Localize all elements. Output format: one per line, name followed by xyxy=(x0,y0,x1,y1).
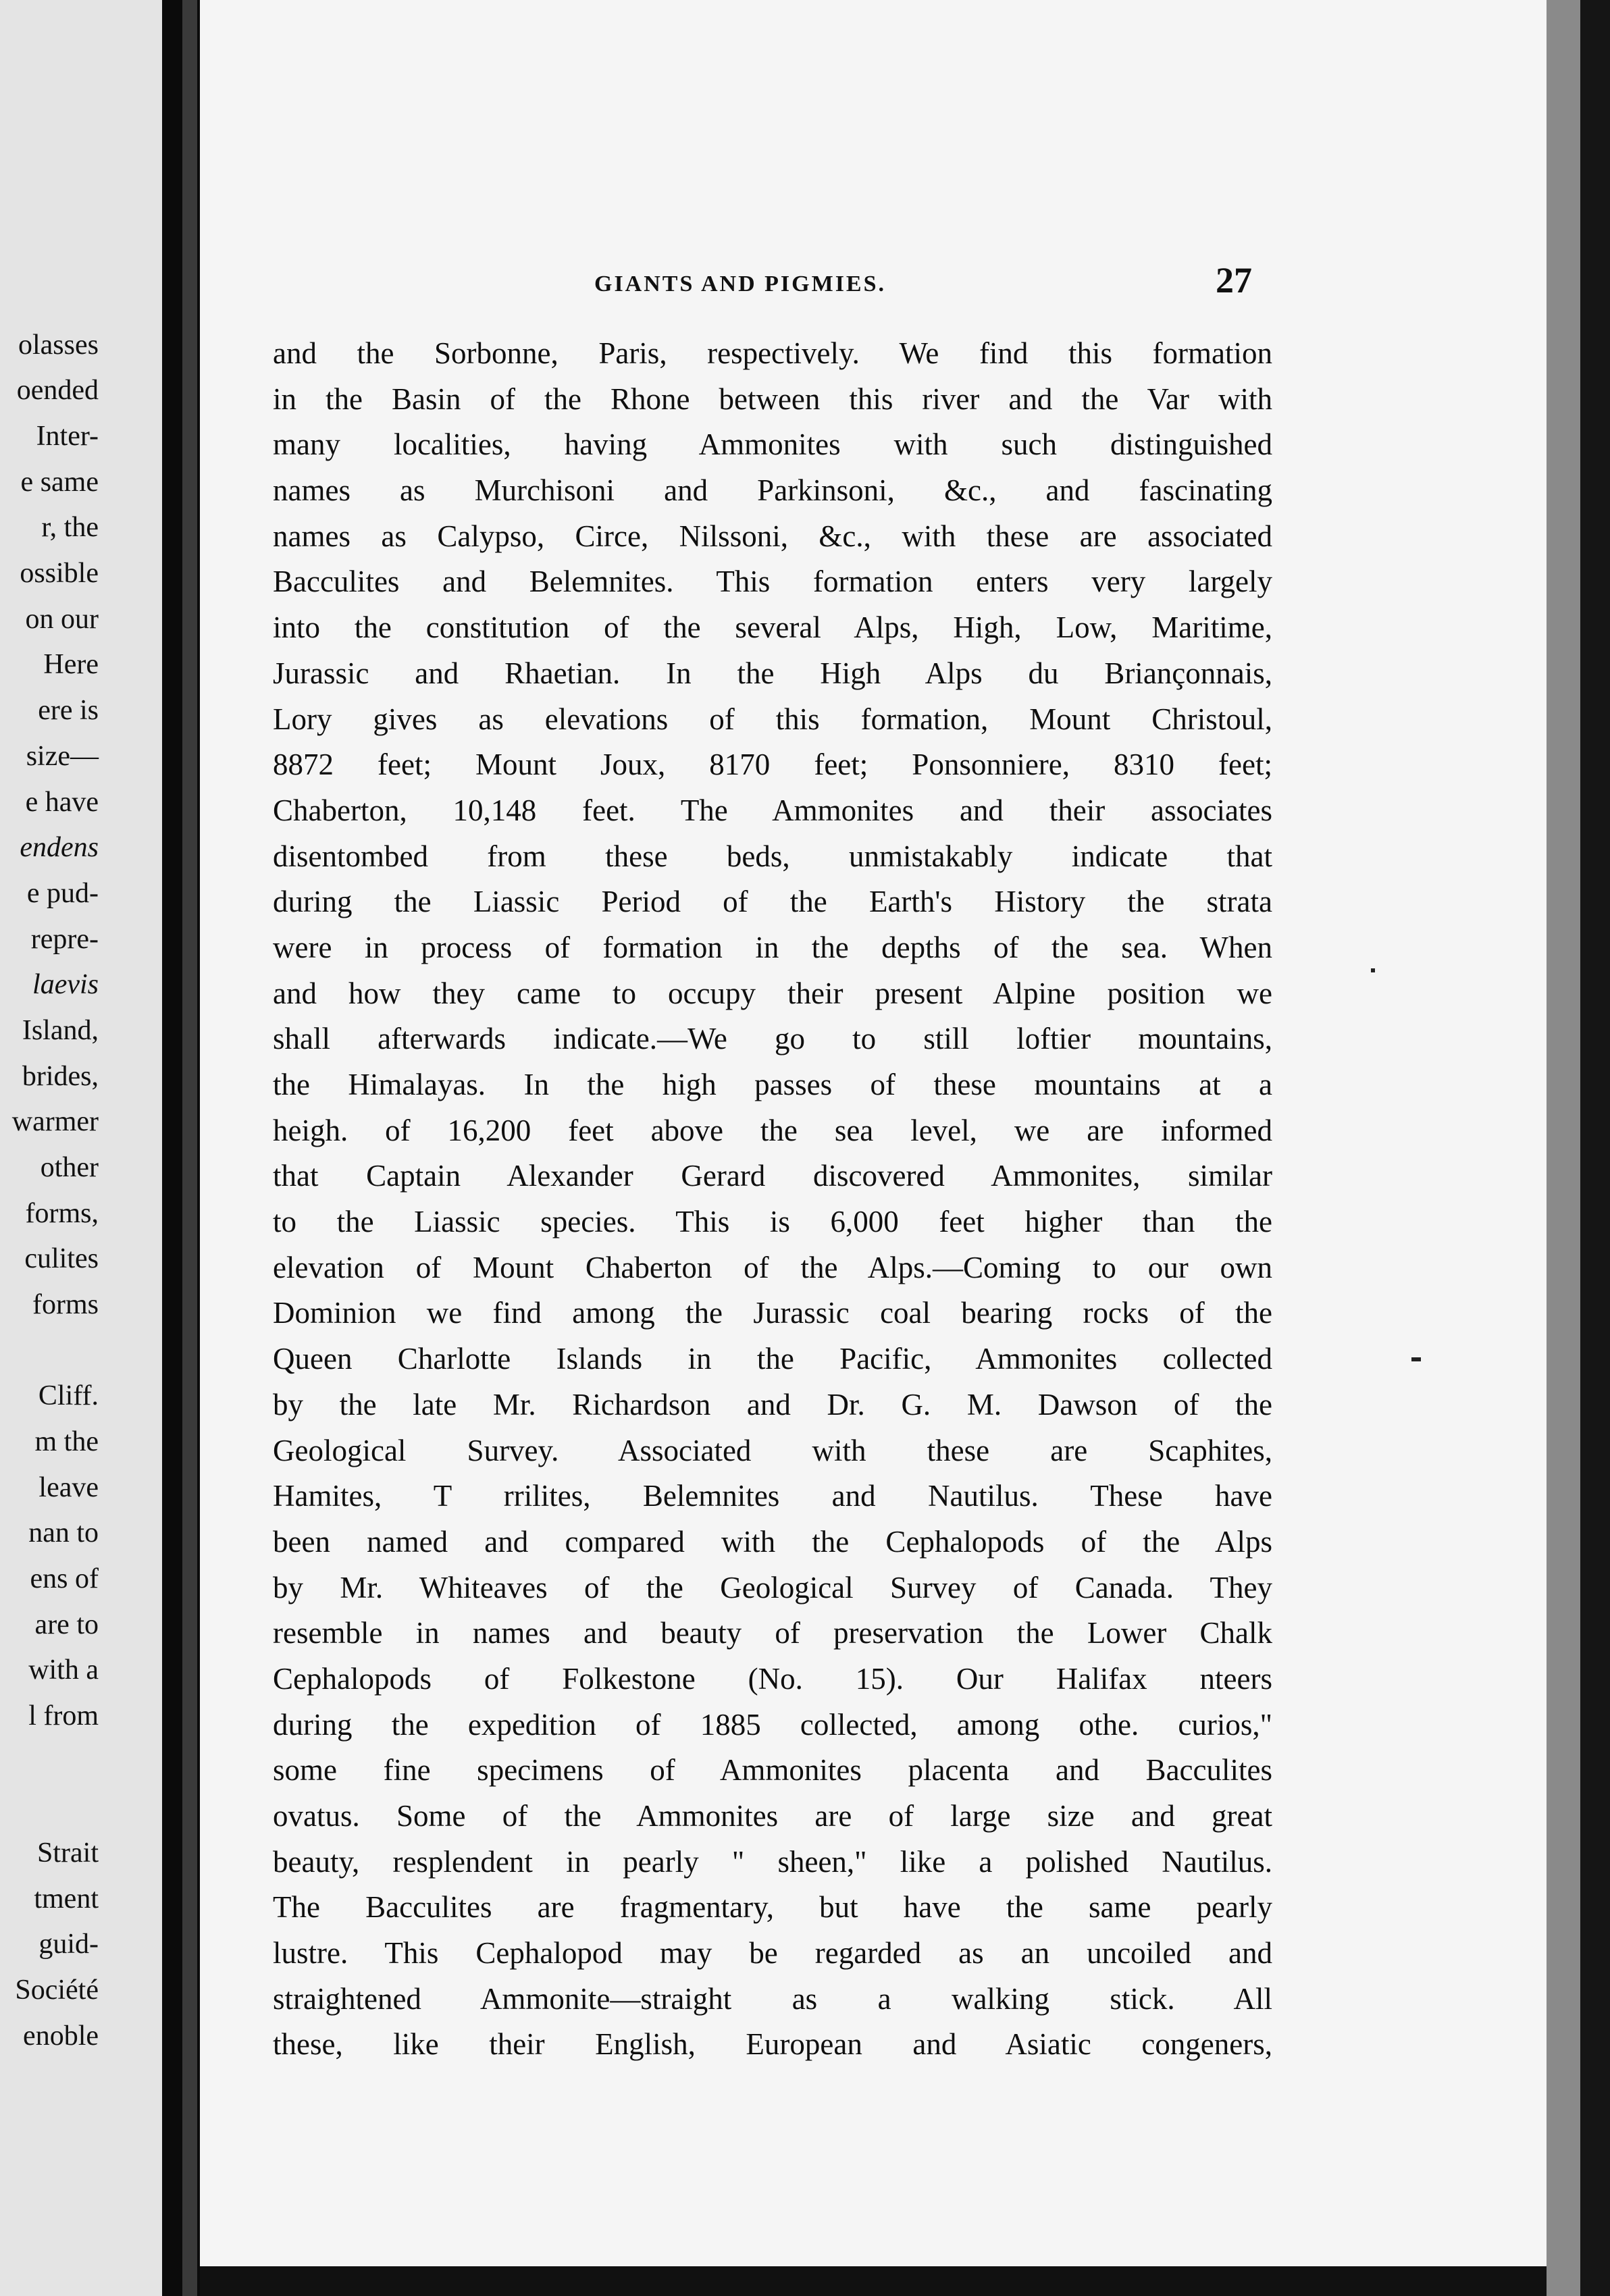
facing-page-line-fragment: endens xyxy=(20,832,99,863)
text-line: elevation of Mount Chaberton of the Alps.—Coming to our own xyxy=(273,1250,1272,1284)
text-line: and how they came to occupy their present Alpine position we xyxy=(273,976,1272,1010)
facing-page-line-fragment: enoble xyxy=(23,2020,99,2052)
facing-page-line-fragment: repre- xyxy=(30,924,99,955)
text-line: some fine specimens of Ammonites placenta and Bacculites xyxy=(273,1753,1272,1788)
facing-page-line-fragment: with a xyxy=(28,1654,99,1686)
facing-page-line-fragment: ens of xyxy=(30,1563,99,1594)
facing-page-line-fragment: other xyxy=(40,1152,99,1183)
text-line: during the expedition of 1885 collected, among othe. curios," xyxy=(273,1707,1272,1742)
scan-speck xyxy=(1411,1357,1421,1361)
facing-page-line-fragment: tment xyxy=(34,1883,99,1914)
facing-page-line-fragment: Here xyxy=(43,649,99,680)
facing-page-line-fragment: e pud- xyxy=(26,878,99,909)
facing-page-line-fragment: Strait xyxy=(37,1837,99,1869)
facing-page-line-fragment: Société xyxy=(15,1975,99,2006)
text-line: during the Liassic Period of the Earth's History the strata xyxy=(273,885,1272,919)
text-line: the Himalayas. In the high passes of these mountains at a xyxy=(273,1068,1272,1101)
scan-bottom-border xyxy=(200,2266,1547,2296)
facing-page-line-fragment: ossible xyxy=(20,558,99,589)
text-line: into the constitution of the several Alps, High, Low, Maritime, xyxy=(273,610,1272,645)
facing-page-line-fragment: brides, xyxy=(22,1061,99,1092)
facing-page-line-fragment: size— xyxy=(26,741,99,772)
text-line: straightened Ammonite—straight as a walking stick. All xyxy=(273,1981,1272,2016)
text-line: shall afterwards indicate.—We go to still loftier mountains, xyxy=(273,1022,1272,1056)
text-line: were in process of formation in the depths of the sea. When xyxy=(273,930,1272,964)
text-line: by Mr. Whiteaves of the Geological Survey of Canada. They xyxy=(273,1570,1272,1604)
text-line: Cephalopods of Folkestone (No. 15). Our Halifax nteers xyxy=(273,1661,1272,1696)
text-line: Dominion we find among the Jurassic coal bearing rocks of the xyxy=(273,1296,1272,1330)
facing-page-edge xyxy=(0,0,162,2296)
facing-page-line-fragment: Island, xyxy=(22,1015,99,1046)
text-line: these, like their English, European and Asiatic congeners, xyxy=(273,2027,1272,2062)
page-number: 27 xyxy=(1216,260,1252,301)
text-line: Jurassic and Rhaetian. In the High Alps du Briançonnais, xyxy=(273,656,1272,690)
facing-page-line-fragment: forms xyxy=(32,1289,99,1320)
facing-page-line-fragment: r, the xyxy=(41,512,99,543)
facing-page-line-fragment: are to xyxy=(34,1609,99,1640)
facing-page-line-fragment: e have xyxy=(25,787,99,818)
facing-page-line-fragment: warmer xyxy=(11,1106,99,1137)
text-line: that Captain Alexander Gerard discovered Ammonites, similar xyxy=(273,1159,1272,1193)
running-head: GIANTS AND PIGMIES. xyxy=(594,271,887,296)
text-line: lustre. This Cephalopod may be regarded as an uncoiled and xyxy=(273,1936,1272,1971)
body-text xyxy=(273,331,1272,2068)
text-line: 8872 feet; Mount Joux, 8170 feet; Ponsonniere, 8310 feet; xyxy=(273,748,1272,782)
facing-page-line-fragment: guid- xyxy=(38,1929,99,1960)
text-line: to the Liassic species. This is 6,000 feet higher than the xyxy=(273,1205,1272,1239)
text-line: The Bacculites are fragmentary, but have the same pearly xyxy=(273,1890,1272,1925)
facing-page-line-fragment: Inter- xyxy=(36,421,99,452)
text-line: names as Murchisoni and Parkinsoni, &c., and fascinating xyxy=(273,473,1272,508)
text-line: Lory gives as elevations of this formation, Mount Christoul, xyxy=(273,702,1272,736)
facing-page-line-fragment: ere is xyxy=(38,695,99,726)
text-line: ovatus. Some of the Ammonites are of large size and great xyxy=(273,1799,1272,1833)
facing-page-line-fragment: culites xyxy=(24,1243,99,1274)
text-line: heigh. of 16,200 feet above the sea level, we are informed xyxy=(273,1113,1272,1147)
facing-page-line-fragment: forms, xyxy=(25,1198,99,1229)
text-line: names as Calypso, Circe, Nilssoni, &c., with these are associated xyxy=(273,519,1272,553)
text-line: by the late Mr. Richardson and Dr. G. M. Dawson of the xyxy=(273,1387,1272,1421)
text-line: in the Basin of the Rhone between this river and the Var with xyxy=(273,382,1272,416)
text-line: and the Sorbonne, Paris, respectively. We find this formation xyxy=(273,336,1272,370)
text-line: Geological Survey. Associated with these are Scaphites, xyxy=(273,1433,1272,1467)
facing-page-line-fragment: Cliff. xyxy=(38,1380,99,1411)
text-line: beauty, resplendent in pearly " sheen," like a polished Nautilus. xyxy=(273,1844,1272,1879)
facing-page-line-fragment: leave xyxy=(38,1472,99,1503)
text-line: resemble in names and beauty of preservation the Lower Chalk xyxy=(273,1616,1272,1650)
facing-page-line-fragment: laevis xyxy=(32,969,99,1000)
binding-gutter-shadow xyxy=(182,0,197,2296)
text-line: Hamites, T rrilites, Belemnites and Nautilus. These have xyxy=(273,1479,1272,1513)
text-line: been named and compared with the Cephalopods of the Alps xyxy=(273,1524,1272,1559)
facing-page-line-fragment: m the xyxy=(34,1426,99,1457)
text-line: Queen Charlotte Islands in the Pacific, Ammonites collected xyxy=(273,1342,1272,1376)
text-line: Chaberton, 10,148 feet. The Ammonites and their associates xyxy=(273,793,1272,827)
text-line: Bacculites and Belemnites. This formation enters very largely xyxy=(273,565,1272,599)
facing-page-line-fragment: nan to xyxy=(28,1517,99,1548)
facing-page-line-fragment: on our xyxy=(25,604,99,635)
scan-speck xyxy=(1371,968,1375,972)
text-line: many localities, having Ammonites with such distinguished xyxy=(273,427,1272,462)
facing-page-line-fragment: olasses xyxy=(18,330,99,361)
facing-page-line-fragment: l from xyxy=(28,1700,99,1731)
page-edge-right-stack xyxy=(1547,0,1580,2296)
facing-page-line-fragment: e same xyxy=(20,467,99,498)
facing-page-line-fragment: oended xyxy=(16,375,99,406)
text-line: disentombed from these beds, unmistakably indicate that xyxy=(273,839,1272,873)
